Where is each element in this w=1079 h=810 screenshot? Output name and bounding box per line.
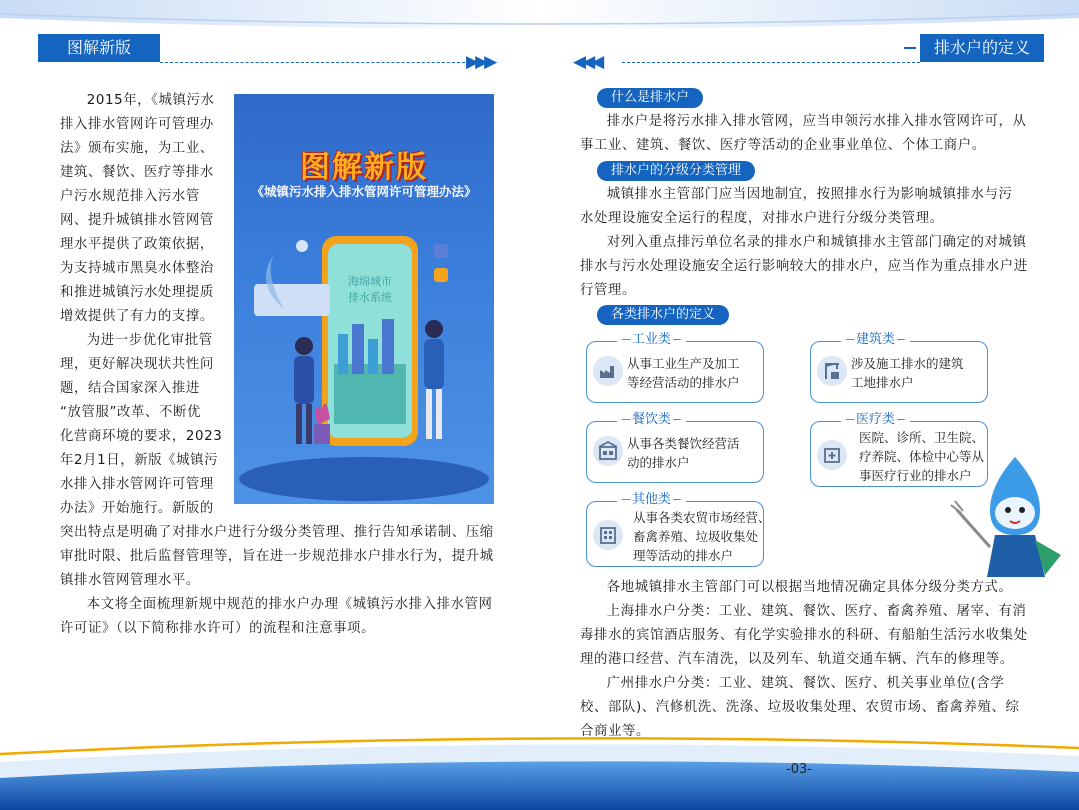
text-line: 畜禽养殖、垃圾收集处	[633, 529, 759, 544]
category-text	[627, 434, 740, 472]
building-icon	[593, 520, 623, 550]
text-line: 审批时限、批后监督管理等，旨在进一步规范排水户排水行为，提升城	[60, 549, 494, 564]
definition-paragraph	[580, 110, 1027, 158]
text-line: 对列入重点排污单位名录的排水户和城镇排水主管部门确定的对城镇	[606, 235, 1027, 250]
tag-definitions: 各类排水户的定义	[597, 305, 729, 325]
text-line: 年2月1日，新版《城镇污	[60, 453, 219, 468]
cover-screen-text	[344, 274, 396, 306]
text-line: 许可证》（以下简称排水许可）的流程和注意事项。	[60, 621, 376, 636]
text-line: 动的排水户	[627, 455, 690, 470]
text-line: 涉及施工排水的建筑	[851, 356, 964, 371]
text-line: 疗养院、体检中心等从	[859, 449, 985, 464]
screen-line: 排水系统	[348, 291, 392, 304]
restaurant-icon	[593, 436, 623, 466]
text-line: 事医疗行业的排水户	[859, 468, 972, 483]
text-line: 本文将全面梳理新规中规范的排水户办理《城镇污水排入排水管网	[86, 597, 493, 612]
text-line: 排水户是将污水排入排水管网，应当申领污水排入排水管网许可，从	[606, 114, 1027, 129]
category-title: 建筑类	[841, 332, 910, 348]
text-line: 题，结合国家深入推进	[60, 381, 200, 396]
water-drop-mascot	[945, 455, 1065, 585]
text-line: 镇排水管网管理水平。	[60, 573, 200, 588]
text-line: 理等活动的排水户	[633, 548, 734, 563]
arrow-left-icon: ◀◀◀	[573, 52, 601, 72]
classification-paragraph	[580, 183, 1028, 303]
crane-icon	[817, 356, 847, 386]
text-line: 排入排水管网许可管理办	[60, 117, 214, 132]
text-line: 排水与污水处理设施安全运行影响较大的排水户，应当作为重点排水户进	[580, 259, 1028, 274]
text-line: 为进一步优化审批管	[86, 333, 213, 348]
category-text	[627, 354, 740, 392]
text-line: 事工业、建筑、餐饮、医疗等活动的企业事业单位、个体工商户。	[580, 138, 986, 153]
text-line: 理的港口经营、汽车清洗，以及列车、轨道交通车辆、汽车的修理等。	[580, 652, 1014, 667]
reform-paragraph	[60, 521, 494, 641]
text-line: 从事各类餐饮经营活	[627, 436, 740, 451]
text-line: 医院、诊所、卫生院、	[859, 430, 985, 445]
text-line: 化营商环境的要求，2023	[60, 429, 223, 444]
arrow-right-icon: ▶▶▶	[466, 52, 494, 72]
text-line: 工地排水户	[851, 375, 914, 390]
text-line: 校、部队)、汽修机洗、洗涤、垃圾收集处理、农贸市场、畜禽养殖、综	[580, 700, 1020, 715]
page-number: -03-	[786, 762, 812, 777]
text-line: 合商业等。	[580, 724, 650, 739]
intro-paragraph	[60, 89, 222, 521]
cover-title: 图解新版	[300, 150, 428, 185]
category-title: 工业类	[617, 332, 686, 348]
category-card-industrial	[586, 332, 764, 403]
hospital-icon	[817, 440, 847, 470]
text-line: 建筑、餐饮、医疗等排水	[60, 165, 214, 180]
cover-illustration	[234, 94, 494, 504]
tag-what-is-discharger: 什么是排水户	[597, 88, 703, 108]
text-line: 水处理设施安全运行的程度，对排水户进行分级分类管理。	[580, 211, 944, 226]
category-card-construction	[810, 332, 988, 403]
header-dash-left	[160, 62, 465, 63]
cover-subtitle: 《城镇污水排入排水管网许可管理办法》	[251, 184, 477, 199]
text-line: 从事工业生产及加工	[627, 356, 740, 371]
text-line: 法》颁布实施，为工业、	[60, 141, 214, 156]
tag-classification: 排水户的分级分类管理	[597, 161, 755, 181]
section-label-left: 图解新版	[38, 34, 160, 62]
screen-line: 海绵城市	[348, 275, 392, 288]
text-line: 城镇排水主管部门应当因地制宜，按照排水行为影响城镇排水与污	[606, 187, 1013, 202]
text-line: 从事各类农贸市场经营、	[633, 510, 771, 525]
text-line: 行管理。	[580, 283, 636, 298]
text-line: 2015年，《城镇污水	[86, 93, 215, 108]
text-line: 突出特点是明确了对排水户进行分级分类管理、推行告知承诺制、压缩	[60, 525, 494, 540]
factory-icon	[593, 356, 623, 386]
text-line: 等经营活动的排水户	[627, 375, 740, 390]
top-wave-decoration	[0, 0, 1079, 40]
text-line: 广州排水户分类：工业、建筑、餐饮、医疗、机关事业单位(含学	[606, 676, 1005, 691]
header-dash-right	[622, 62, 920, 63]
header-dash-mark	[904, 47, 916, 49]
text-line: 上海排水户分类：工业、建筑、餐饮、医疗、畜禽养殖、屠宰、有消	[606, 604, 1027, 619]
text-line: 网、提升城镇排水管网管	[60, 213, 214, 228]
category-card-other	[586, 492, 771, 567]
summary-paragraph	[580, 576, 1028, 744]
category-card-catering	[586, 412, 764, 483]
text-line: “放管服”改革、不断优	[60, 405, 201, 420]
text-line: 毒排水的宾馆酒店服务、有化学实验排水的科研、有船舶生活污水收集处	[580, 628, 1028, 643]
text-line: 办法》开始施行。新版的	[60, 501, 214, 516]
category-title: 医疗类	[841, 412, 910, 428]
phone-scene-illustration	[234, 214, 494, 504]
text-line: 理水平提供了政策依据，	[60, 237, 214, 252]
text-line: 水排入排水管网许可管理	[60, 477, 214, 492]
category-text	[633, 508, 771, 565]
category-title: 餐饮类	[617, 412, 686, 428]
category-title: 其他类	[617, 492, 686, 508]
page-title: 排水户的定义	[920, 34, 1044, 62]
text-line: 理，更好解决现状共性问	[60, 357, 214, 372]
text-line: 增效提供了有力的支撑。	[60, 309, 214, 324]
text-line: 为支持城市黑臭水体整治	[60, 261, 214, 276]
text-line: 各地城镇排水主管部门可以根据当地情况确定具体分级分类方式。	[606, 580, 1013, 595]
text-line: 和推进城镇污水处理提质	[60, 285, 214, 300]
text-line: 户污水规范排入污水管	[60, 189, 200, 204]
category-text	[851, 354, 964, 392]
